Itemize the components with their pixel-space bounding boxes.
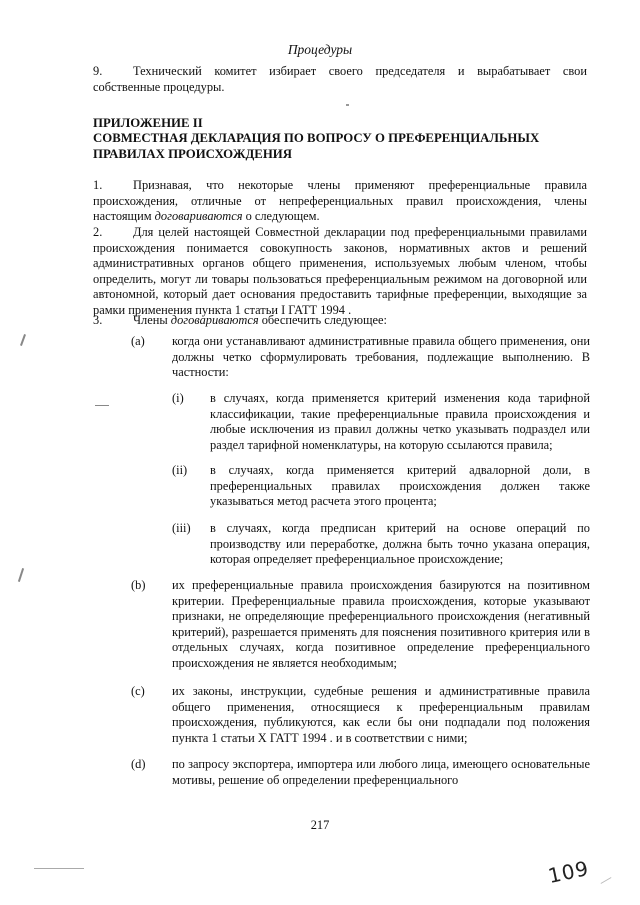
page-number: 217: [310, 818, 330, 832]
paragraph-3-text-before: Члены: [133, 313, 171, 327]
paragraph-1-emphasis: договариваются: [154, 209, 243, 224]
scan-artifact-mark: [601, 877, 612, 884]
handwritten-archive-number: 109: [545, 855, 592, 889]
item-c-label: (c): [131, 684, 145, 698]
item-i-text: в случаях, когда применяется критерий изменения кода тарифной классификации, такие преференциальные правила происхождения и любые исключения из правил должны четко указывать подраздел или раздел тарифной номенклатуры, на которую ссылаются правила;: [210, 391, 590, 452]
paragraph-1-text-before: Признавая, что некоторые члены применяют преференциальные правила происхождения, отличные от непреференциальных правил происхождения, члены настоящим: [93, 178, 587, 224]
item-d-label: (d): [131, 757, 146, 771]
item-a-label: (a): [131, 334, 145, 348]
item-iii-text: в случаях, когда предписан критерий на основе операций по производству или переработке, должна быть точно указана операция, которая определяет преференциальное происхождение;: [210, 521, 590, 567]
paragraph-2: [93, 225, 587, 319]
paragraph-3: [93, 313, 587, 329]
item-b-label: (b): [131, 578, 146, 592]
annex-title-line2: СОВМЕСТНАЯ ДЕКЛАРАЦИЯ ПО ВОПРОСУ О ПРЕФЕРЕНЦИАЛЬНЫХ ПРАВИЛАХ ПРОИСХОЖДЕНИЯ: [93, 131, 540, 161]
paragraph-9-number: 9.: [93, 64, 103, 78]
paragraph-1: [93, 178, 587, 225]
scan-artifact-mark: [34, 868, 84, 869]
item-iii-label: (iii): [172, 521, 191, 535]
scan-artifact-mark: [95, 405, 109, 406]
paragraph-2-number: 2.: [93, 225, 103, 239]
annex-title: [93, 116, 587, 162]
item-i-label: (i): [172, 391, 184, 405]
paragraph-9-text: Технический комитет избирает своего председателя и вырабатывает свои собственные процедуры.: [93, 64, 587, 94]
scan-artifact-mark: [346, 104, 349, 106]
scan-artifact-mark: [20, 334, 26, 346]
section-title: Процедуры: [287, 42, 353, 57]
item-c-text: их законы, инструкции, судебные решения и административные правила общего применения, относящиеся к преференциальным правилам происхождения, публикуются, как если бы они подпадали под положения пункта 1 статьи X ГАТТ 1994 . и в соответствии с ними;: [172, 684, 590, 745]
item-d-text: по запросу экспортера, импортера или любого лица, имеющего основательные мотивы, решение об определении преференциального: [172, 757, 590, 787]
paragraph-3-emphasis: договариваются: [170, 313, 259, 327]
item-ii-label: (ii): [172, 463, 188, 477]
paragraph-3-number: 3.: [93, 313, 103, 327]
paragraph-2-text: Для целей настоящей Совместной декларации под преференциальными правилами происхождения понимается совокупность законов, нормативных актов и решений административных органов общего применения, используемых любым членом, чтобы определить, могут ли товары пользоваться преференциальным режимом на договорной или автономной, который дает основания предоставить тарифные преференции, выходящие за рамки применения пункта 1 статьи I ГАТТ 1994 .: [93, 225, 587, 317]
paragraph-3-text-after: обеспечить следующее:: [258, 313, 387, 327]
item-a-text: когда они устанавливают административные правила общего применения, они должны четко сформулировать требования, подлежащие выполнению. В частности:: [172, 334, 590, 380]
paragraph-1-number: 1.: [93, 178, 103, 192]
annex-title-line1: ПРИЛОЖЕНИЕ II: [93, 116, 203, 130]
paragraph-9: [93, 64, 587, 95]
item-b-text: их преференциальные правила происхождения базируются на позитивном критерии. Преференциальные правила происхождения, которые указывают признаки, не определяющие преференциального происхождения (негативный критерий), разрешается применять для пояснения позитивного критерия или в отдельных случаях, когда позитивное определение преференциального происхождения не является необходимым;: [172, 578, 590, 670]
scan-artifact-mark: [18, 568, 24, 582]
item-ii-text: в случаях, когда применяется критерий адвалорной доли, в преференциальных правилах происхождения должен также указываться метод расчета этого процента;: [210, 463, 590, 509]
paragraph-1-text-after: о следующем.: [242, 209, 320, 224]
